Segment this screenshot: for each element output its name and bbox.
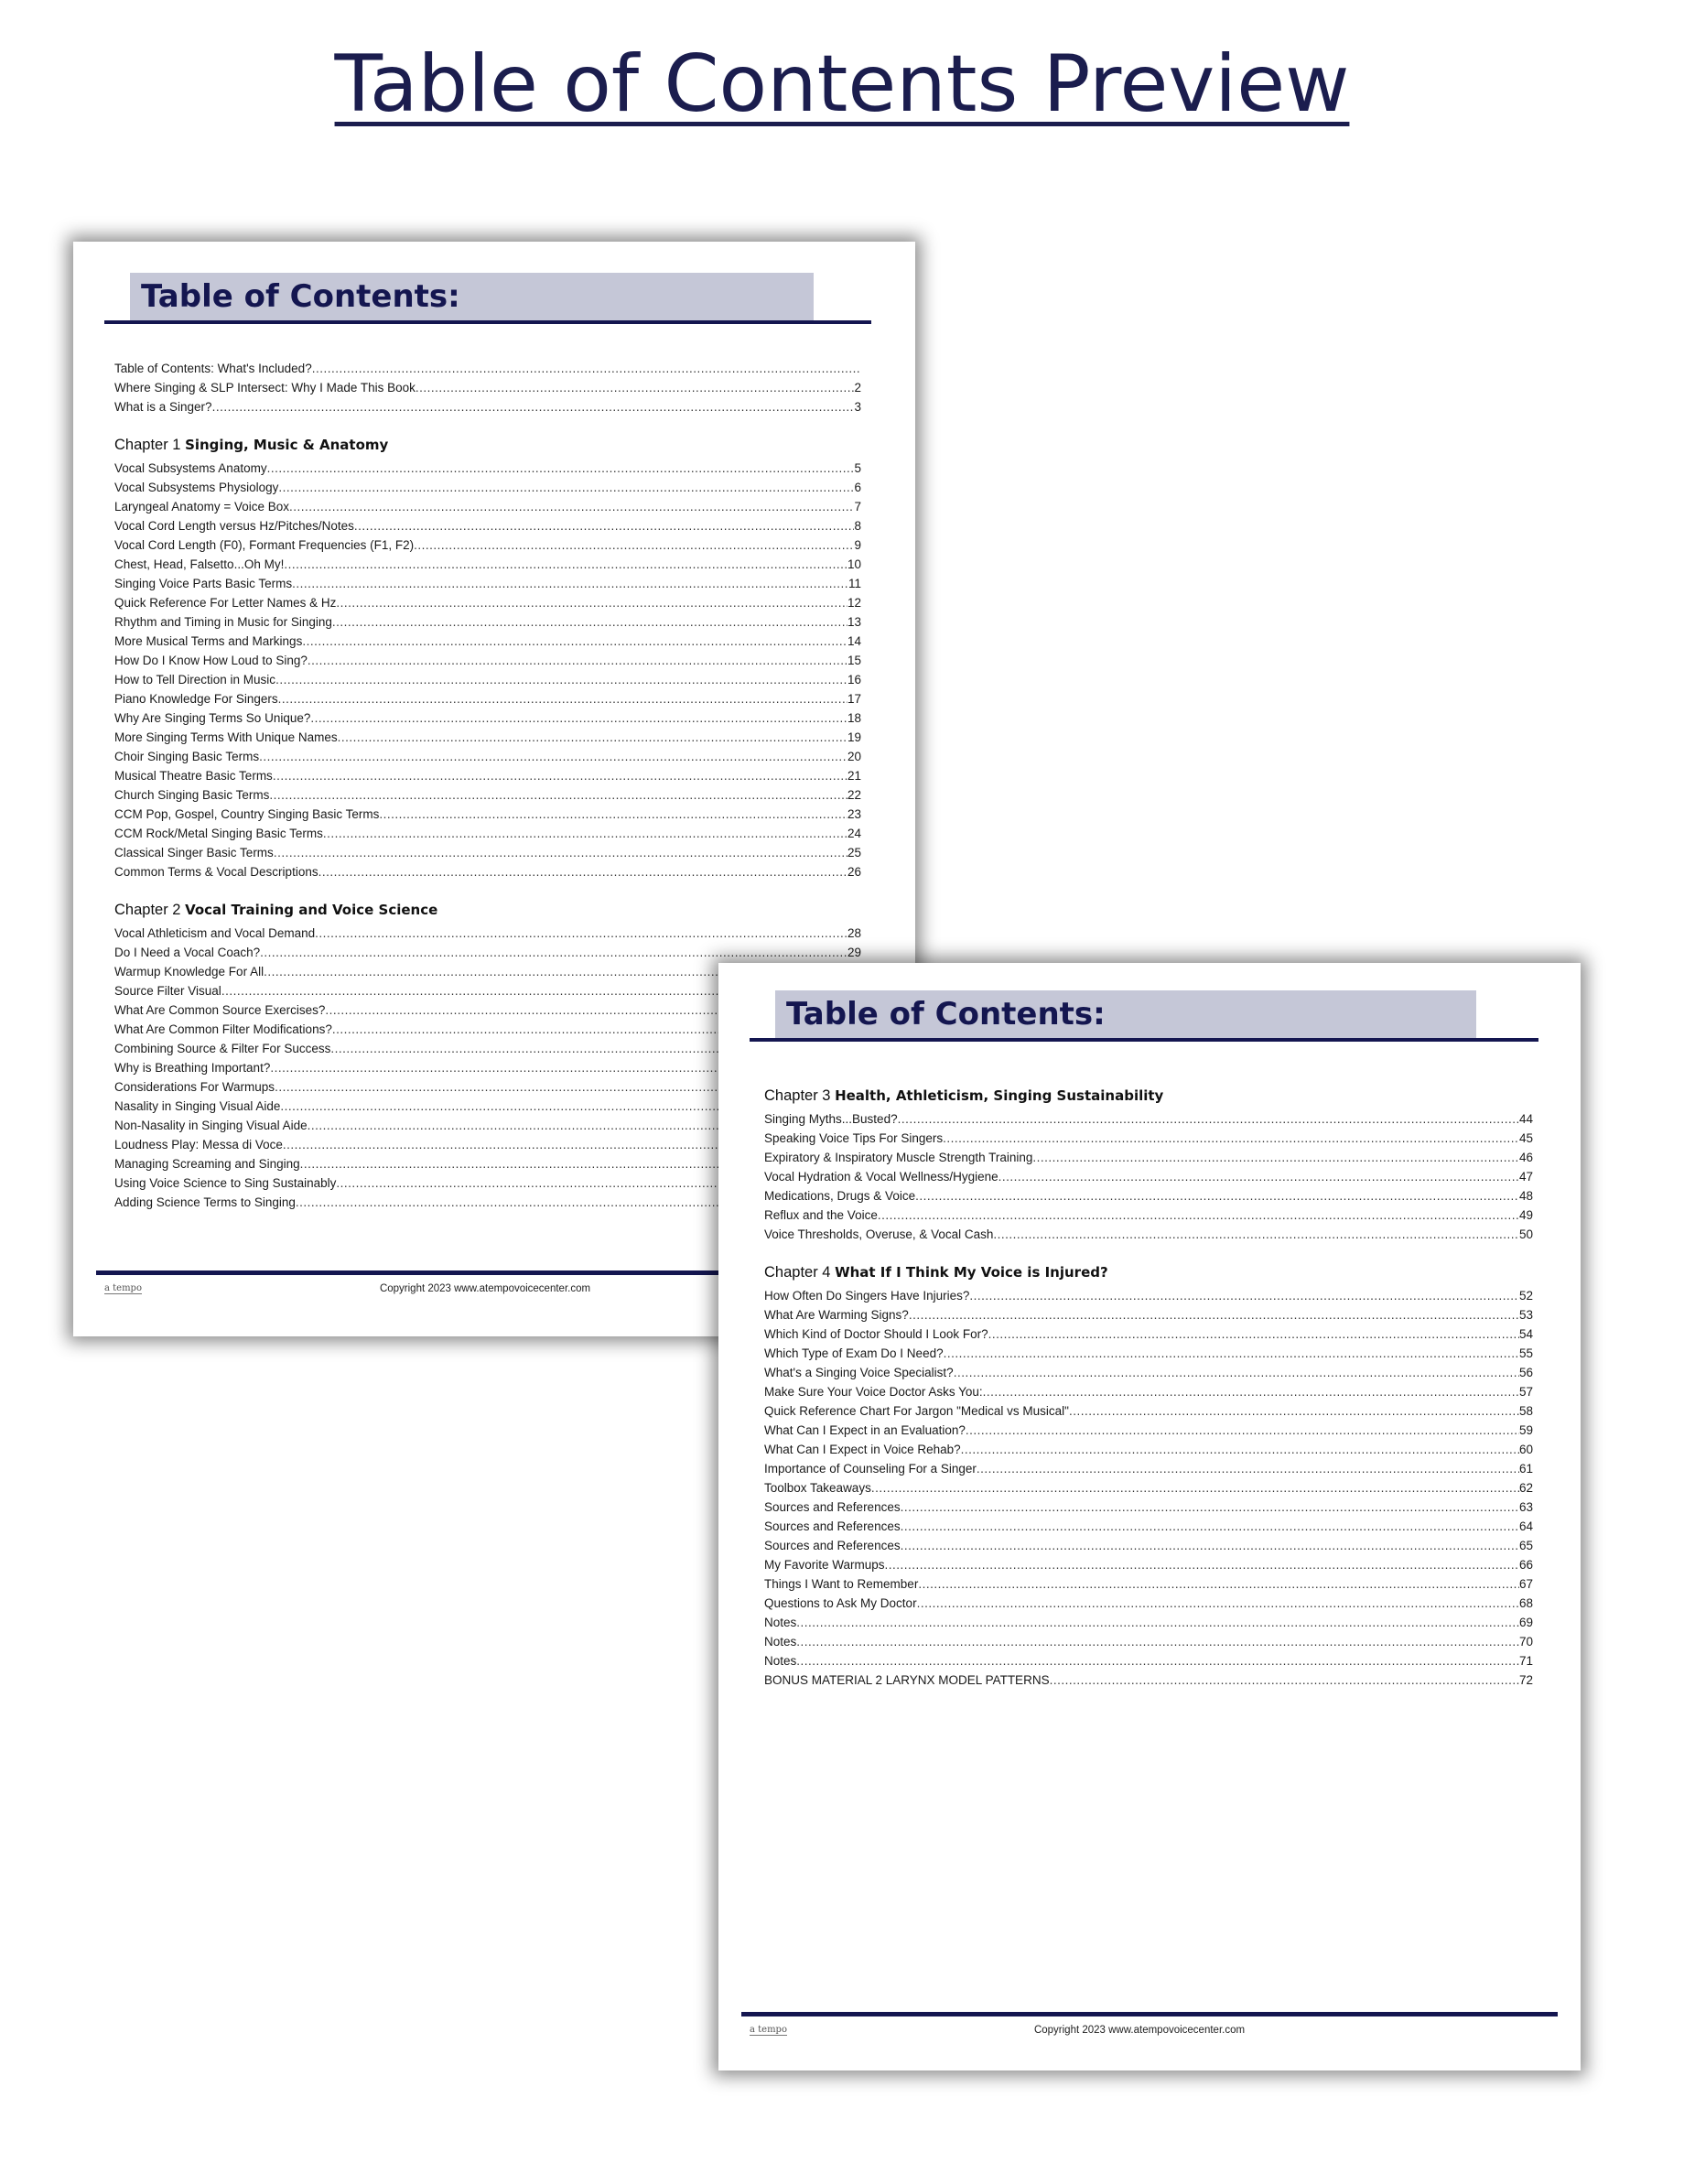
toc-entry [114, 651, 861, 670]
toc-entry [764, 1632, 1533, 1651]
toc-entry-title: Managing Screaming and Singing [114, 1157, 300, 1171]
chapter-heading [764, 1084, 1533, 1108]
copyright-text: Copyright 2023 www.atempovoicecenter.com [1033, 2025, 1246, 2036]
toc-entry-title: Vocal Cord Length (F0), Formant Frequencies (F1, F2) [114, 538, 415, 552]
toc-entry [114, 574, 861, 593]
dot-leader [993, 1225, 1519, 1244]
toc-header: Table of Contents: [775, 990, 1476, 1038]
toc-entry-page: 10 [847, 557, 861, 571]
toc-entry-title: Musical Theatre Basic Terms [114, 769, 273, 783]
toc-entry-page: 20 [847, 750, 861, 763]
toc-entry [764, 1167, 1533, 1186]
toc-entry [764, 1129, 1533, 1148]
dot-leader [278, 689, 847, 708]
chapter-title: Health, Athleticism, Singing Sustainability [835, 1087, 1164, 1104]
toc-entry-title: What is a Singer? [114, 400, 212, 414]
toc-entry-title: Notes [764, 1654, 797, 1668]
footer-rule [741, 2012, 1558, 2016]
dot-leader [909, 1305, 1519, 1324]
toc-entry-page: 61 [1518, 1462, 1533, 1476]
brand-logo: a tempo [750, 2025, 787, 2035]
toc-entry-title: Combining Source & Filter For Success [114, 1042, 331, 1055]
toc-entry-page: 18 [847, 711, 861, 725]
toc-entry-title: What Are Common Filter Modifications? [114, 1022, 332, 1036]
dot-leader [796, 1651, 1519, 1670]
toc-entry-title: Rhythm and Timing in Music for Singing [114, 615, 332, 629]
toc-entry [114, 670, 861, 689]
toc-entry-title: Common Terms & Vocal Descriptions [114, 865, 318, 879]
brand-logo: a tempo [104, 1283, 142, 1293]
toc-entry-title: CCM Pop, Gospel, Country Singing Basic Terms [114, 807, 380, 821]
toc-entry-title: More Musical Terms and Markings [114, 634, 303, 648]
toc-entry-page: 7 [854, 500, 861, 514]
toc-header: Table of Contents: [130, 273, 814, 320]
dot-leader [310, 708, 847, 728]
toc-entry [114, 378, 861, 397]
dot-leader [273, 766, 847, 785]
toc-entry [114, 689, 861, 708]
dot-leader [289, 497, 854, 516]
toc-entry-title: Where Singing & SLP Intersect: Why I Made This Book [114, 381, 416, 395]
dot-leader [275, 670, 847, 689]
toc-entry [114, 862, 861, 881]
toc-entry-title: Expiratory & Inspiratory Muscle Strength Training [764, 1151, 1033, 1164]
toc-entry-page: 47 [1518, 1170, 1533, 1184]
toc-entry-title: Quick Reference Chart For Jargon "Medical vs Musical" [764, 1404, 1069, 1418]
dot-leader [901, 1517, 1519, 1536]
toc-entry-title: Singing Voice Parts Basic Terms [114, 577, 293, 590]
toc-entry-page: 15 [847, 654, 861, 667]
toc-entry [764, 1594, 1533, 1613]
dot-leader [966, 1421, 1519, 1440]
toc-entry-page: 5 [854, 461, 861, 475]
toc-entry-title: Source Filter Visual [114, 984, 221, 998]
toc-entry-page: 9 [854, 538, 861, 552]
toc-entry [114, 924, 861, 943]
toc-entry-page: 49 [1518, 1208, 1533, 1222]
toc-entry-title: Voice Thresholds, Overuse, & Vocal Cash [764, 1227, 994, 1241]
dot-leader [292, 574, 848, 593]
toc-entry-page: 8 [854, 519, 861, 533]
toc-entry-title: Non-Nasality in Singing Visual Aide [114, 1119, 308, 1132]
dot-leader [977, 1459, 1519, 1478]
dot-leader [1032, 1148, 1519, 1167]
toc-entry-page: 3 [854, 400, 861, 414]
toc-entry-page: 58 [1518, 1404, 1533, 1418]
toc-entry-page: 12 [847, 596, 861, 610]
dot-leader [918, 1574, 1519, 1594]
toc-page-2 [718, 963, 1581, 2070]
toc-entry-title: CCM Rock/Metal Singing Basic Terms [114, 827, 323, 840]
toc-entry [114, 708, 861, 728]
chapter-number: Chapter 1 [114, 437, 181, 453]
dot-leader [332, 612, 847, 632]
toc-entry-title: BONUS MATERIAL 2 LARYNX MODEL PATTERNS [764, 1673, 1050, 1687]
toc-entry-page: 48 [1518, 1189, 1533, 1203]
toc-entry-page: 63 [1518, 1500, 1533, 1514]
toc-entry [114, 805, 861, 824]
toc-entry [764, 1421, 1533, 1440]
dot-leader [796, 1632, 1519, 1651]
toc-entry-page: 53 [1518, 1308, 1533, 1322]
toc-entry-title: What Are Common Source Exercises? [114, 1003, 326, 1017]
chapter-heading [114, 898, 861, 922]
dot-leader [259, 747, 847, 766]
toc-entry [114, 766, 861, 785]
toc-entry [764, 1574, 1533, 1594]
toc-entry [764, 1382, 1533, 1401]
dot-leader [1050, 1670, 1519, 1690]
toc-entry [114, 359, 861, 378]
toc-entry [114, 785, 861, 805]
toc-entry-title: Piano Knowledge For Singers [114, 692, 278, 706]
toc-entry [764, 1459, 1533, 1478]
toc-entry [764, 1613, 1533, 1632]
toc-entry-title: My Favorite Warmups [764, 1558, 885, 1572]
dot-leader [898, 1109, 1519, 1129]
toc-entry-page: 22 [847, 788, 861, 802]
toc-entry-title: Warmup Knowledge For All [114, 965, 264, 978]
toc-entry-title: Nasality in Singing Visual Aide [114, 1099, 281, 1113]
dot-leader [308, 651, 847, 670]
toc-entry [764, 1225, 1533, 1244]
toc-entry-title: Vocal Athleticism and Vocal Demand [114, 926, 316, 940]
toc-entry-page: 55 [1518, 1346, 1533, 1360]
toc-entry-page: 25 [847, 846, 861, 860]
toc-entry-page: 29 [847, 946, 861, 959]
toc-entry-page: 45 [1518, 1131, 1533, 1145]
toc-entry-title: Table of Contents: What's Included? [114, 362, 312, 375]
toc-entry-title: Quick Reference For Letter Names & Hz [114, 596, 337, 610]
toc-entry-title: Toolbox Takeaways [764, 1481, 871, 1495]
copyright-text: Copyright 2023 www.atempovoicecenter.com [379, 1283, 591, 1294]
toc-entry-page: 71 [1518, 1654, 1533, 1668]
toc-entry-title: Speaking Voice Tips For Singers [764, 1131, 944, 1145]
header-rule [750, 1038, 1538, 1042]
toc-entry-page: 65 [1518, 1539, 1533, 1552]
toc-entry-title: Importance of Counseling For a Singer [764, 1462, 977, 1476]
dot-leader [943, 1129, 1519, 1148]
dot-leader [318, 862, 847, 881]
dot-leader [901, 1536, 1519, 1555]
dot-leader [379, 805, 847, 824]
toc-entry [114, 516, 861, 535]
toc-entry [114, 497, 861, 516]
toc-entry-page: 59 [1518, 1423, 1533, 1437]
toc-entry-page: 60 [1518, 1443, 1533, 1456]
dot-leader [312, 359, 861, 378]
toc-entry [114, 824, 861, 843]
dot-leader [969, 1286, 1519, 1305]
toc-entry-title: Choir Singing Basic Terms [114, 750, 260, 763]
toc-entry-title: How Often Do Singers Have Injuries? [764, 1289, 970, 1303]
toc-entry-title: Notes [764, 1635, 797, 1649]
toc-entry-title: Sources and References [764, 1519, 901, 1533]
toc-entry-title: What Can I Expect in an Evaluation? [764, 1423, 966, 1437]
toc-entry [764, 1555, 1533, 1574]
chapter-heading [114, 433, 861, 457]
toc-entry-title: Medications, Drugs & Voice [764, 1189, 916, 1203]
toc-entry-page: 68 [1518, 1596, 1533, 1610]
chapter-title: Singing, Music & Anatomy [185, 437, 389, 453]
toc-entry-page: 57 [1518, 1385, 1533, 1399]
chapter-number: Chapter 4 [764, 1264, 831, 1281]
toc-entry-title: How to Tell Direction in Music [114, 673, 276, 687]
toc-entry-page: 11 [847, 577, 861, 590]
dot-leader [871, 1478, 1519, 1497]
toc-entry-title: Considerations For Warmups [114, 1080, 275, 1094]
toc-entry [114, 632, 861, 651]
dot-leader [885, 1555, 1519, 1574]
toc-entry-title: What Can I Expect in Voice Rehab? [764, 1443, 961, 1456]
dot-leader [915, 1186, 1519, 1206]
toc-entry-title: What Are Warming Signs? [764, 1308, 909, 1322]
toc-entry-page: 21 [847, 769, 861, 783]
toc-entry [114, 478, 861, 497]
toc-entry [764, 1206, 1533, 1225]
toc-entry-page: 16 [847, 673, 861, 687]
toc-entry-title: Vocal Hydration & Vocal Wellness/Hygiene [764, 1170, 999, 1184]
toc-entry-title: Chest, Head, Falsetto...Oh My! [114, 557, 285, 571]
toc-entry-page: 6 [854, 481, 861, 494]
toc-entry [114, 459, 861, 478]
toc-entry-page: 50 [1518, 1227, 1533, 1241]
toc-entry [764, 1186, 1533, 1206]
toc-entry-title: Things I Want to Remember [764, 1577, 919, 1591]
dot-leader [354, 516, 855, 535]
dot-leader [260, 943, 847, 962]
chapter-title: What If I Think My Voice is Injured? [835, 1264, 1108, 1281]
dot-leader [269, 785, 847, 805]
dot-leader [416, 378, 855, 397]
dot-leader [338, 728, 847, 747]
toc-entry-page: 66 [1518, 1558, 1533, 1572]
chapter-heading [764, 1260, 1533, 1284]
toc-entry [764, 1517, 1533, 1536]
dot-leader [212, 397, 855, 416]
toc-entry-title: Do I Need a Vocal Coach? [114, 946, 261, 959]
toc-entry-page: 19 [847, 730, 861, 744]
toc-entry-page: 2 [854, 381, 861, 395]
toc-entry-page: 72 [1518, 1673, 1533, 1687]
toc-entry [114, 728, 861, 747]
toc-entry-page: 14 [847, 634, 861, 648]
toc-entry-page: 26 [847, 865, 861, 879]
dot-leader [284, 555, 847, 574]
toc-entry [114, 747, 861, 766]
toc-entry [764, 1440, 1533, 1459]
toc-entry [764, 1109, 1533, 1129]
toc-entry [764, 1305, 1533, 1324]
toc-entry [114, 555, 861, 574]
dot-leader [983, 1382, 1519, 1401]
toc-entry-page: 69 [1518, 1616, 1533, 1629]
toc-entry [764, 1536, 1533, 1555]
toc-entry-title: Singing Myths...Busted? [764, 1112, 898, 1126]
toc-entry-title: Which Type of Exam Do I Need? [764, 1346, 944, 1360]
toc-entry [764, 1363, 1533, 1382]
toc-entry-page: 52 [1518, 1289, 1533, 1303]
toc-entry-page: 64 [1518, 1519, 1533, 1533]
toc-entry [764, 1497, 1533, 1517]
toc-entry-title: Classical Singer Basic Terms [114, 846, 274, 860]
toc-entry-page: 62 [1518, 1481, 1533, 1495]
toc-entry [764, 1670, 1533, 1690]
toc-entry-page: 67 [1518, 1577, 1533, 1591]
toc-entry-page: 44 [1518, 1112, 1533, 1126]
dot-leader [278, 478, 854, 497]
dot-leader [796, 1613, 1519, 1632]
toc-entry-page: 54 [1518, 1327, 1533, 1341]
dot-leader [302, 632, 847, 651]
chapter-title: Vocal Training and Voice Science [185, 902, 438, 918]
toc-entry [764, 1286, 1533, 1305]
toc-entry [114, 943, 861, 962]
toc-entry-title: Which Kind of Doctor Should I Look For? [764, 1327, 988, 1341]
dot-leader [274, 843, 847, 862]
toc-entry-title: What's a Singing Voice Specialist? [764, 1366, 954, 1379]
dot-leader [267, 459, 855, 478]
toc-entry-title: Using Voice Science to Sing Sustainably [114, 1176, 337, 1190]
toc-entry-title: Notes [764, 1616, 797, 1629]
dot-leader [323, 824, 847, 843]
toc-entry-title: Why is Breathing Important? [114, 1061, 271, 1075]
toc-entry-page: 17 [847, 692, 861, 706]
dot-leader [999, 1167, 1519, 1186]
dot-leader [1069, 1401, 1519, 1421]
toc-entry [764, 1324, 1533, 1344]
toc-entry-title: Laryngeal Anatomy = Voice Box [114, 500, 289, 514]
dot-leader [878, 1206, 1519, 1225]
toc-entry-title: More Singing Terms With Unique Names [114, 730, 338, 744]
dot-leader [917, 1594, 1519, 1613]
toc-entry [764, 1478, 1533, 1497]
toc-entry [764, 1344, 1533, 1363]
toc-entry-page: 56 [1518, 1366, 1533, 1379]
dot-leader [944, 1344, 1519, 1363]
dot-leader [961, 1440, 1519, 1459]
toc-entry-page: 24 [847, 827, 861, 840]
toc-entry-title: Sources and References [764, 1500, 901, 1514]
header-rule [104, 320, 871, 324]
toc-entry-page: 28 [847, 926, 861, 940]
toc-entry [764, 1401, 1533, 1421]
toc-entry-title: Sources and References [764, 1539, 901, 1552]
toc-entry-title: Church Singing Basic Terms [114, 788, 270, 802]
toc-entry-title: Why Are Singing Terms So Unique? [114, 711, 311, 725]
toc-entry-page: 70 [1518, 1635, 1533, 1649]
toc-entry-page: 13 [847, 615, 861, 629]
toc-entry-title: Make Sure Your Voice Doctor Asks You: [764, 1385, 983, 1399]
toc-entry-page: 23 [847, 807, 861, 821]
toc-entry [764, 1651, 1533, 1670]
toc-entry [764, 1148, 1533, 1167]
toc-entry-title: Adding Science Terms to Singing [114, 1195, 296, 1209]
toc-entry-title: How Do I Know How Loud to Sing? [114, 654, 308, 667]
toc-entry [114, 397, 861, 416]
dot-leader [954, 1363, 1519, 1382]
toc-entry [114, 535, 861, 555]
chapter-number: Chapter 3 [764, 1087, 831, 1104]
preview-title: Table of Contents Preview [334, 38, 1350, 130]
toc-entry-title: Questions to Ask My Doctor [764, 1596, 917, 1610]
toc-entry [114, 612, 861, 632]
dot-leader [414, 535, 854, 555]
toc-entry-title: Vocal Cord Length versus Hz/Pitches/Notes [114, 519, 354, 533]
toc-entry-title: Vocal Subsystems Anatomy [114, 461, 267, 475]
toc-entry-title: Loudness Play: Messa di Voce [114, 1138, 283, 1151]
toc-entry-title: Reflux and the Voice [764, 1208, 878, 1222]
toc-list [764, 1084, 1533, 1690]
dot-leader [315, 924, 847, 943]
toc-entry-title: Vocal Subsystems Physiology [114, 481, 279, 494]
dot-leader [901, 1497, 1519, 1517]
toc-entry [114, 843, 861, 862]
toc-entry-page: 46 [1518, 1151, 1533, 1164]
dot-leader [336, 593, 847, 612]
dot-leader [988, 1324, 1519, 1344]
chapter-number: Chapter 2 [114, 902, 181, 918]
toc-entry [114, 593, 861, 612]
